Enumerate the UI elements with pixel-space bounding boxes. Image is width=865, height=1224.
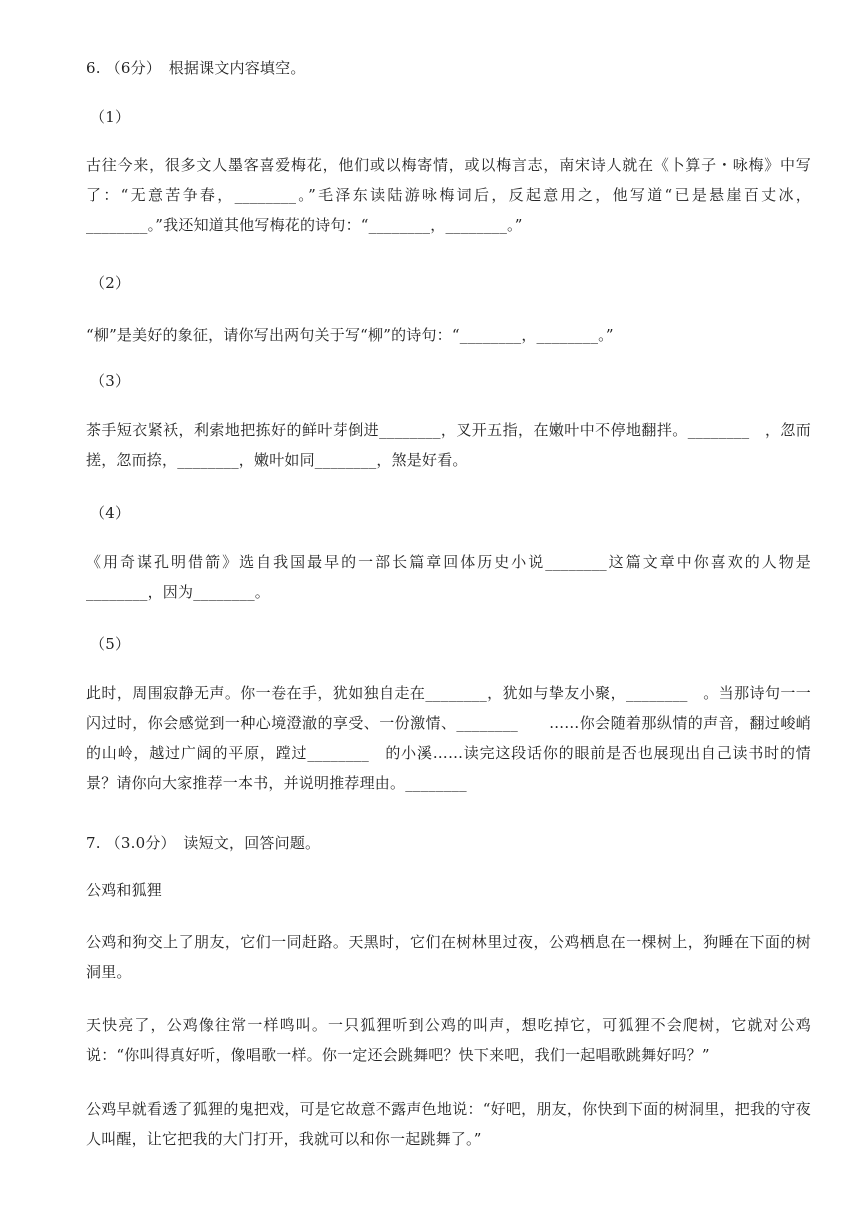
q6-part-2-label: （2） <box>90 274 131 292</box>
q6-part-1-label: （1） <box>90 108 131 126</box>
q6-part-5-label: （5） <box>90 635 131 653</box>
q6-part-3-text: 茶手短衣紧袄，利索地把拣好的鲜叶芽倒进________，叉开五指，在嫩叶中不停地翻拌。________ ，忽而搓，忽而捺，________，嫩叶如同________，煞是好看。 <box>86 421 811 469</box>
question-6-header: 6. （6分） 根据课文内容填空。 <box>86 59 306 77</box>
q6-part-2-text: “柳”是美好的象征，请你写出两句关于写“柳”的诗句：“________，________。” <box>86 326 614 344</box>
passage-title: 公鸡和狐狸 <box>86 881 163 899</box>
passage-paragraph-3: 公鸡早就看透了狐狸的鬼把戏，可是它故意不露声色地说：“好吧，朋友，你快到下面的树洞里，把我的守夜人叫醒，让它把我的大门打开，我就可以和你一起跳舞了。” <box>86 1100 811 1148</box>
q6-part-5-text: 此时，周围寂静无声。你一卷在手，犹如独自走在________，犹如与挚友小聚，________ 。当那诗句一一闪过时，你会感觉到一种心境澄澈的享受、一份激情、________ ……你会随着那纵情的声音，翻过峻峭的山岭，越过广阔的平原，蹚过________ 的小溪……读完这段话你的眼前是否也展现出自己读书时的情景？请你向大家推荐一本书，并说明推荐理由。________ <box>86 684 811 792</box>
q6-part-4-label: （4） <box>90 504 131 522</box>
q6-part-3-label: （3） <box>90 372 131 390</box>
passage-paragraph-2: 天快亮了，公鸡像往常一样鸣叫。一只狐狸听到公鸡的叫声，想吃掉它，可狐狸不会爬树，它就对公鸡说：“你叫得真好听，像唱歌一样。你一定还会跳舞吧？快下来吧，我们一起唱歌跳舞好吗？” <box>86 1016 811 1064</box>
q6-part-4-text: 《用奇谋孔明借箭》选自我国最早的一部长篇章回体历史小说________这篇文章中你喜欢的人物是________，因为________。 <box>86 553 811 601</box>
passage-paragraph-1: 公鸡和狗交上了朋友，它们一同赶路。天黑时，它们在树林里过夜，公鸡栖息在一棵树上，狗睡在下面的树洞里。 <box>86 933 811 981</box>
q6-part-1-text: 古往今来，很多文人墨客喜爱梅花，他们或以梅寄情，或以梅言志，南宋诗人就在《卜算子・咏梅》中写了：“无意苦争春，________。”毛泽东读陆游咏梅词后，反起意用之，他写道“已是悬崖百丈冰，________。”我还知道其他写梅花的诗句：“________，________。” <box>86 156 811 234</box>
question-7-header: 7. （3.0分） 读短文，回答问题。 <box>86 834 321 852</box>
